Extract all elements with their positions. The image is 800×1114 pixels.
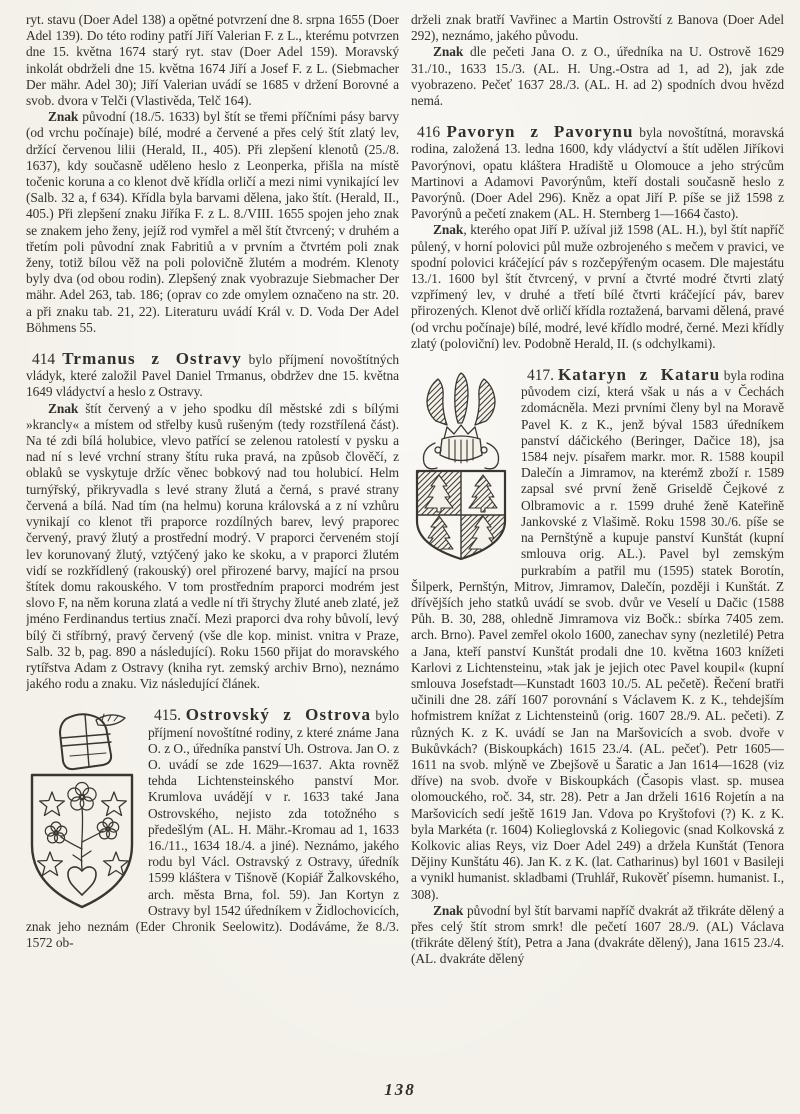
article-number: 416 [417,124,447,142]
left-column [26,12,399,1064]
coat-of-arms-kataryn-z-kataru [411,371,511,561]
article-415-continuation [411,12,784,44]
text-run: štít červený a v jeho spodku díl městské zdi s bílými »krancly« a místem od střelby kusů rušeným (tedy rozstřílená část). Na té zdi bílá holubice, vlevo patřící se zelenou ratolestí v pysku a nad ní s levé vrchní strany štítu ruka pravá, na způsob člověčí, z oblaků se vyskytuje držíc věnec bobkový nad tou holubicí. Helm turnýřský, přikryvadla s levé strany žlutá a černá, s pravé strany červená a bílá. Nad tím (na helmu) koruna královská a z ní vzhůru vynikají co klenot tři praporce rozdílných barev, levý praporec červený, pravý žlutý a prostřední modrý. V praporci červeném stojí lev korunovaný žlutý, vztýčený jako ke skoku, a v praporci žlutém vidí se rozkřídlený (rakouský) orel přirozené barvy, mající na prsou štítek domu rakouského. V tom prostředním praporci modrém jest slovo F, na něm koruna zlatá a vedle ní tři štrychy žluté aneb zlaté, jež jméno Ferdinandus tertius značí. Mezi praporci dva rohy bůvolí, levý bílý či stříbrný, pravý červený (vše dle kop. minist. vnitra v Praze, Salb. 32 b, pag. 890 a následující). Roku 1560 přijat do moravského rytířstva Adam z Ostravy (kniha ryt. zemský archiv Brno), neznámo jakého rodu a znaku. Viz následující článek. [26,400,399,692]
quartered-field [417,471,505,561]
article-number: 415. [154,707,186,725]
lead-word: Znak [48,109,79,125]
page-number: 138 [384,1079,416,1099]
flower-stalk-and-heart [61,807,103,895]
text-run: byla novoštítná, moravská rodina, založená 13. ledna 1600, kdy vládyctví a štít udělen Jiříkovi Pavorýnovi, opatu kláštera Hradiště u Olomouce a jeho strýcům Martinovi a Adamovi Pavorýnům, kteří dostali současně heslo z Pavorýnů. (Doer Adel 296). Kněz a opat Jiří P. píše se již 1598 z Pavorýnů a pečetí znakem (AL. H. Sternberg 1—1664 často). [411,125,784,222]
ostrich-feathers-icon [427,373,495,425]
coat-of-arms-ostrovsky-z-ostrova [26,711,138,914]
ostrovsky-coat-of-arms-illustration [26,711,138,914]
right-column [411,12,784,1064]
spruce-tree-icon [425,516,453,553]
article-number: 414 [32,351,63,369]
text-run: bylo příjmení novoštítných vládyk, které založil Pavel Daniel Trmanus, obdržev dne 15. května 1649 vládyctví a heslo z Ostravy. [26,352,399,400]
spruce-tree-icon [469,475,497,512]
article-415-znak [411,44,784,109]
article-414 [26,351,399,401]
text-run: dle pečeti Jana O. z O., úředníka na U. Ostrově 1629 31./10., 1633 15./3. (AL. H. Ung.-Ostra ad 1, ad 2), jak zde vyobrazeno. Pečeť 1637 28./3. (AL. H. ad 2) spodních dvou hvězd nemá. [411,44,784,109]
lead-word: Znak [48,400,79,416]
stars [38,792,129,876]
article-title: Pavoryn z Pavorynu [446,122,634,142]
text-run: , kterého opat Jiří P. užíval již 1598 (AL. H.), byl štít napříč půlený, v horní polovici půl muže ozbrojeného s mečem v pravici, ve spodní polovici kráčející páv s rozčepýřeným ocasem. Dle majestátu 13./1. 1600 byl štít čtvrcený, v první a čtvrté modré čtvrti zlatý vzpřímený lev, v druhé a třetí bílé čtvrti kráčející páv, barev přirozených. Klenot dvě orličí křídla roztažená, barvami dělená, pravé (od vrchu počínaje) bílé, modré, levé křídlo modré, černé. Mezi křídly zlatý (poloviční) lev. Podobně Herald, II. (s odchylkami). [411,222,784,351]
lead-word: Znak [433,222,464,238]
article-413-znak [26,109,399,336]
article-415 [26,707,399,951]
text-run: drželi znak bratří Vavřinec a Martin Ostrovští z Banova (Doer Adel 292), neznámo, jakého původu. [411,12,784,44]
mantling-left [423,443,437,469]
mantling-right [485,443,499,469]
text-run: byla rodina původem cizí, která však u nás a v Čechách zdomácněla. Mezi prvními členy byl na Moravě Pavel K. z K., jenž býval 1583 úředníkem panství dáčického (Beringer, Dačice 18), jsa 1584 nejv. písařem markr. mor. R. 1588 koupil Dalečín a Jimramov, na kterémž zboží r. 1589 zapsal své první ženě Griseldě Čejkové z Olbramovic a r. 1599 druhé ženě Kateřině Jankovské z Vlašimě. Roku 1598 30./6. píše se na Pernštýně a kupuje panství Kunštát (kupní smlouva orig. AL.). Pavel byl zemským purkrabím a patřil mu (1595) statek Borotín, Šilperk, Pernštýn, Mitrov, Jimramov, Dalečín, později i Kunštát. Z dřívějších jeho statků uvádí se svob. dvůr ve Veselí u Dačic (1588 Půh. B. 30, 288, ohledně Jimramova viz Bočk.: sbírka 7405 zem. arch. Brno). Pavel zemřel okolo 1600, zanechav syny (nezletilé) Petra a Jana, kteří panství Kunštát prodali dne 10. května 1603 knížeti Karlovi z Lichtensteinu, »tak jak je jejich otec Pavel koupil« (kupní smlouva Josefstadt—Kunstadt 1603 10./5. AL pečetě). Řečení bratři učinili dne 28. září 1607 porovnání s Václavem K. z K., tehdejším hofmistrem knížat z Lichtensteinů (orig. 1607 28./9. AL. pečeti). Z různých K. z K. uvádí se Jan na Maršovicích a svob. dvoře v Bukůvkách? (Biskoupkách) 1615 23./4. (AL. pečeť). Petr 1605—1611 na svob. mlýně ve Zbejšově u Šaratic a Jan 1614—1628 (viz dříve) na svob. dvoře v Biskoupkách (Časopis vlast. sp. musea olomouckého, roč. 34, str. 28). Petr a Jan drželi 1616 Rojetín a na Maršovicích sedí ještě 1619 Jan. Vdova po Kryštofovi (?) K. z K. byla Markéta (r. 1604) Kolieglovská z Koliegovic (snad Kolkovská z Kolkovic alias Reys, viz Doer Adel 249) a držela Kunštát (Tenora Dějiny Kunštátu 46). Jan K. z K. (lat. Catharinus) byl 1601 v Basileji a vynikl humanist. skladbami (Truhlář, Rukověť písemn. humanist. I., 308). [411,368,784,902]
lead-word: Znak [433,44,464,60]
kataryn-coat-of-arms-illustration [411,371,511,561]
article-title: Kataryn z Kataru [557,365,721,385]
article-417 [411,367,784,903]
text-run: původní byl štít barvami napříč dvakrát až třikráte dělený a přes celý štít strom smrk! dle pečetí 1607 28./9. (AL) Václava (třikráte dělený štít), Petra a Jana (dvakráte dělený), Jana 1615 23./4. (AL. dvakráte dělený [411,902,784,967]
article-title: Ostrovský z Ostrova [185,705,372,725]
text-columns [26,12,784,1064]
heart-icon [68,867,96,895]
article-413-continuation [26,12,399,109]
lead-word: Znak [433,902,464,918]
article-417-znak [411,903,784,968]
article-title: Trmanus z Ostravy [62,349,242,369]
article-414-znak [26,401,399,693]
article-number: 417. [527,367,558,385]
text-run: původní (18./5. 1633) byl štít se třemi příčními pásy barvy (od vrchu počínaje) bílé, modré a červené a přes celý štít zlatý lev, držící červenou lilii (Herald, II., 405). Při zlepšení klenotů (25./8. 1637), kdy současně uděleno heslo z Leonperka, přišla na místě točenic koruna a co klenot dvě křídla orličí a mezi nimi vynikající lev (Salb. 32 a, f 634). Křídla byla barvami dělena, jako štít. (Herald, II., 405.) Při zlepšení znaku Jiříka F. z L. 8./VIII. 1655 spojen jeho znak se znakem jeho ženy, jejíž rod vymřel a měl štít čtvrcený; v druhém a třetím poli původní znak Fabritiů a v prvním a čtvrtém poli znak ženy, totiž bílou věž na poli polovičně žlutém a modrém. Klenoty byly dva (od obou rodin). Zlepšený znak vyobrazuje Siebmacher Der mähr. Adel 263, tab. 186; (oprav co zde omylem označeno na str. 20. a při znaku tab. 21, 22). Literaturu uvádí Král v. D. Voda Der Adel Böhmens 55. [26,109,399,335]
article-416-znak [411,222,784,352]
article-416 [411,124,784,222]
text-run: bylo příjmení novoštítné rodiny, z které známe Jana O. z O., úředníka panství Uh. Ostrova. Jan O. z O. uvádí se zde 1629—1637. Akta rovněž tehda Lichtensteinského panství Mor. Krumlova uvádějí v r. 1633 také Jana Ostrovského, nejisto zda totožného s předešlým (AL. H. Mähr.-Kromau ad 1, 1633 16./11., 1634 18./4. a jiné). Neznámo, jakého rodu byl Václ. Ostravský z Ostravy, úředník 1599 kláštera v Tišnově (Kopiář Žalkovského, arch. města Brna, fol. 59). Jan Kortyn z Ostravy byl 1542 úředníkem v Židlochovicích, znak jeho neznám (Eder Chronik Seelowitz). Dodáváme, že 8./3. 1572 ob- [26,708,399,951]
text-run: ryt. stavu (Doer Adel 138) a opětné potvrzení dne 8. srpna 1655 (Doer Adel 139). Do této rodiny patří Jiří Valerian F. z L., kterému potvrzen dne 15. května 1674 starý ryt. stav (Doer Adel 159). Moravský inkolát obdrželi dne 15. května 1674 Jiří a Josef F. z L. (Siebmacher Der mähr. Adel 30); Jiří Valerian uvádí se 1685 v držení Borovné a svob. dvora v Telči (Vlastivěda, Telč 164). [26,12,399,109]
